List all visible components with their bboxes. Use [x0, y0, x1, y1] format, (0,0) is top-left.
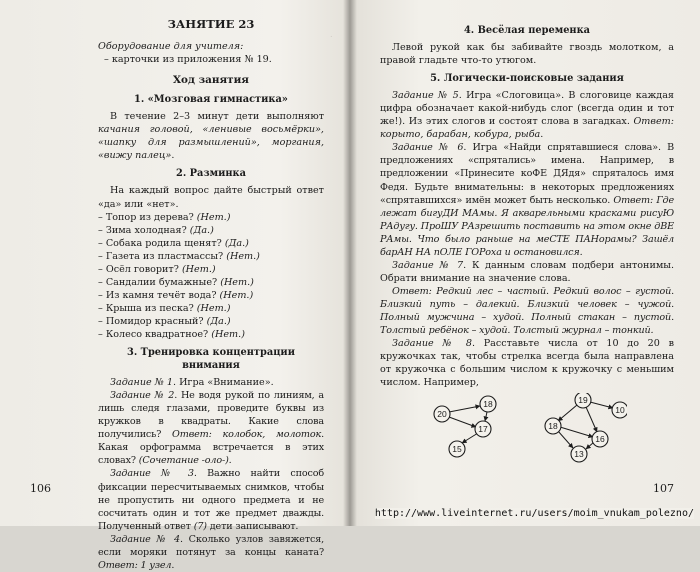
task-3: Задание № 3. Важно найти способ фиксации пересчитываемых снимков, чтобы не пропустить ни одного предмета и не сосчитать один и тот же предмет дважды. Полученный ответ (7) дети записывают. [98, 468, 324, 532]
page-number-left: 106 [30, 482, 51, 495]
question-item: – Осёл говорит? (Нет.) [98, 263, 216, 275]
question-item: – Газета из пластмассы? (Нет.) [98, 250, 260, 262]
right-page [353, 0, 700, 526]
question-item: – Собака родила щенят? (Да.) [98, 237, 249, 249]
source-url-watermark: http://www.liveinternet.ru/users/moim_vnukam_polezno/ [374, 508, 694, 519]
graph-node-label: 18 [483, 399, 493, 409]
question-item: – Сандалии бумажные? (Нет.) [98, 276, 254, 288]
left-page [0, 0, 350, 571]
task-4: Задание № 4. Сколько узлов завяжется, если моряки потянут за концы каната? Ответ: 1 узел. [98, 533, 324, 571]
task-7-answer: Ответ: Редкий лес – частый. Редкий волос – густой. Близкий путь – далекий. Близкий человек – чужой. Полный мужчина – худой. Полный стакан – пустой. Толстый ребёнок – худой. Толстый журнал – тонкий. [380, 285, 674, 337]
right-column [380, 24, 674, 389]
graph-node-label: 19 [578, 395, 588, 405]
section-text-1: В течение 2–3 минут дети выполняют качания головой, «ленивые восьмёрки», «шапку для размышлений», моргания, «вижу палец». [98, 111, 324, 162]
section-heading-1: 1. «Мозговая гимнастика» [134, 94, 288, 106]
question-item: – Из камня течёт вода? (Нет.) [98, 289, 254, 301]
example-arrow-graphs [427, 393, 627, 469]
graph-node-label: 17 [478, 424, 488, 434]
page-number-right: 107 [653, 482, 674, 495]
question-item: – Помидор красный? (Да.) [98, 315, 231, 327]
lesson-title: ЗАНЯТИЕ 23 [167, 17, 255, 31]
section-heading-5: 5. Логически-поисковые задания [430, 73, 624, 85]
question-item: – Колесо квадратное? (Нет.) [98, 328, 245, 340]
question-item: – Топор из дерева? (Нет.) [98, 211, 231, 223]
equipment-item: – карточки из приложения № 19. [104, 54, 272, 66]
task-2: Задание № 2. Не водя рукой по линиям, а лишь следя глазами, проведите буквы из кружков в квадраты. Какие слова получились? Ответ: колобок, молоток. Какая орфограмма встречается в этих словах? (Сочетание -оло-). [98, 390, 324, 467]
question-item: – Зима холодная? (Да.) [98, 224, 214, 236]
question-list [98, 211, 324, 341]
lesson-heading: Ход занятия [172, 74, 249, 87]
task-5: Задание № 5. Игра «Слоговица». В слоговице каждая цифра обозначает какой-нибудь слог (всегда один и тот же!). Из этих слогов и состоят слова в загадках. Ответ: корыто, барабан, кобура, рыба. [380, 90, 674, 141]
graph-node-label: 16 [595, 434, 605, 444]
section-heading-4: 4. Весёлая переменка [463, 25, 591, 36]
graph-node-label: 18 [548, 421, 558, 431]
graph-node-label: 13 [574, 449, 584, 459]
section-heading-3: 3. Тренировка концентрации внимания [127, 347, 295, 372]
equipment-label: Оборудование для учителя: [98, 41, 244, 53]
question-item: – Крыша из песка? (Нет.) [98, 302, 231, 314]
section-intro-2: На каждый вопрос дайте быстрый ответ «да» или «нет». [98, 185, 324, 210]
task-6: Задание № 6. Игра «Найди спрятавшиеся слова». В предложениях «спрятались» имена. Например, в предложении «Принесите коФЕ ДЯдя» спряталось имя Федя. Будьте внимательны: в некоторых предложениях «спрятавшихся» имён может быть несколько. Ответ: Где лежат бигуДИ МАмы. Я акварельными красками рисуЮ РАдугу. ПроШУ РАзрешить поставить на этом окне дВЕ РАмы. Что было раньше на меСТЕ ПАНорамы? Зашёл барАН НА пОЛЕ ГОРоха и остановился. [380, 142, 674, 258]
left-column [98, 18, 324, 572]
task-8: Задание № 8. Расставьте числа от 10 до 20 в кружочках так, чтобы стрелка всегда была направлена от кружочка с большим числом к кружочку с меньшим числом. Например, [380, 338, 674, 389]
graph-node-label: 10 [615, 405, 625, 415]
bleed-through-text: . [330, 30, 333, 39]
graph-node-label: 20 [437, 409, 447, 419]
task-7: Задание № 7. К данным словам подбери антонимы. Обрати внимание на значение слова. [380, 259, 674, 284]
section-heading-2: 2. Разминка [176, 168, 246, 180]
task-1: Задание № 1. Игра «Внимание». [110, 377, 274, 389]
graph-node-label: 15 [452, 444, 462, 454]
section-text-4: Левой рукой как бы забивайте гвоздь молотком, а правой гладьте что-то утюгом. [380, 42, 674, 67]
